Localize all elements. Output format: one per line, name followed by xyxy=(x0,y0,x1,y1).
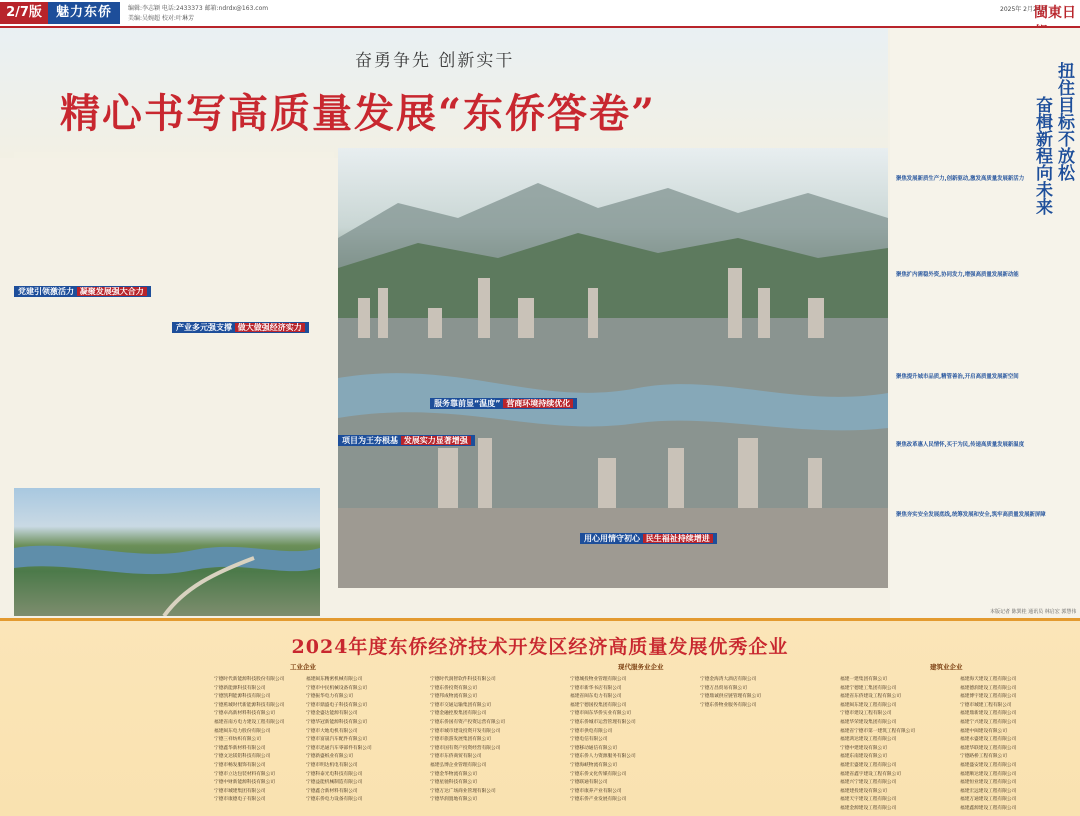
section-label: 服务靠前显“温度” xyxy=(434,399,501,408)
award-company: 宁德市立达包装材料有限公司 xyxy=(214,771,275,777)
award-company: 宁德金融控股集团有限公司 xyxy=(430,711,487,717)
award-company: 福建省鑫宇建设工程有限公司 xyxy=(840,771,901,777)
section-header-livelihood xyxy=(580,533,717,544)
award-company: 福建宏盛建设工程有限公司 xyxy=(840,762,897,768)
section-highlight: 做大做强经济实力 xyxy=(235,323,305,332)
award-company: 宁德市大地电机有限公司 xyxy=(306,728,358,734)
award-company: 福建中闽建设有限公司 xyxy=(960,728,1007,734)
services-list-col1 xyxy=(430,676,505,805)
award-company: 宁德市旅游发展集团有限公司 xyxy=(430,737,491,743)
award-company: 宁德市新华书店有限公司 xyxy=(570,685,622,691)
award-company: 宁德时代新能源科技股份有限公司 xyxy=(214,677,285,682)
award-company: 宁德东侨产业发展有限公司 xyxy=(570,797,627,803)
industrial-list-col1 xyxy=(214,676,284,805)
award-company: 宁德万达广场商业管理有限公司 xyxy=(430,788,496,794)
issue-date: 2025年 2月24日 xyxy=(1000,6,1047,13)
article-text xyxy=(430,412,516,607)
award-company: 福建博宇建设工程有限公司 xyxy=(960,694,1017,700)
right-column-title: 扭住目标不放松 xyxy=(1054,62,1074,181)
award-company: 福建宁德建工集团有限公司 xyxy=(840,685,897,691)
award-company: 福建宁兴建设工程有限公司 xyxy=(960,719,1017,725)
award-company: 宁德移动通信有限公司 xyxy=(570,745,617,751)
award-company: 福建德润建设工程有限公司 xyxy=(960,685,1017,691)
section-header-industry xyxy=(172,322,309,333)
award-company: 福建华荣建设集团有限公司 xyxy=(840,719,897,725)
award-company: 福建万通建设工程有限公司 xyxy=(960,797,1017,803)
right-column-title: 奋楫新程向未来 xyxy=(1032,96,1052,215)
award-company: 福建省东侨建设工程有限公司 xyxy=(840,694,901,700)
intro-text-block xyxy=(14,152,334,278)
award-company: 宁德市迅通汽车零部件有限公司 xyxy=(306,745,372,751)
award-company: 宁德路桥工程有限公司 xyxy=(960,754,1007,760)
award-company: 福建东南建设有限公司 xyxy=(840,754,887,760)
article-text xyxy=(896,280,1076,366)
section-label: 党建引领激活力 xyxy=(18,287,74,296)
award-company: 福建闽东建设工程有限公司 xyxy=(840,702,897,708)
section-header-service xyxy=(430,398,577,409)
awards-title: 2024年度东侨经济技术开发区经济高质量发展优秀企业 xyxy=(291,636,789,658)
award-company: 宁德金华物流有限公司 xyxy=(430,771,477,777)
award-company: 宁德万昌贸易有限公司 xyxy=(700,685,747,691)
award-company: 宁德市畅发服饰有限公司 xyxy=(214,762,266,768)
award-company: 宁德电信有限公司 xyxy=(570,737,608,743)
award-company: 福建天宇建设工程有限公司 xyxy=(840,797,897,803)
article-text xyxy=(338,449,428,609)
right-subhead: 聚焦改革惠人民情怀,买于为民,传递高质量发展新温度 xyxy=(896,442,1025,448)
article-text xyxy=(896,382,1076,434)
award-company: 宁德华冠新能源科技有限公司 xyxy=(306,719,367,725)
right-subhead: 聚焦发展新质生产力,创新驱动,激发高质量发展新活力 xyxy=(896,176,1025,182)
award-company: 福建省南方电力建设工程有限公司 xyxy=(214,719,285,725)
award-company: 宁德市东侨商贸有限公司 xyxy=(430,754,482,760)
award-company: 宁德华润置地有限公司 xyxy=(430,797,477,803)
award-company: 福建顺达建设工程有限公司 xyxy=(960,771,1017,777)
award-company: 宁德鑫华新材料有限公司 xyxy=(214,745,266,751)
article-text xyxy=(896,520,1076,604)
construction-list-col1 xyxy=(840,676,915,814)
masthead-logo: 閩東日 xyxy=(1034,5,1076,21)
award-company: 福建宏远建设工程有限公司 xyxy=(960,788,1017,794)
award-company: 宁德时代润智软件科技有限公司 xyxy=(430,677,496,682)
award-company: 福建一建集团有限公司 xyxy=(840,677,887,682)
award-company: 宁德市城市建设投资开发有限公司 xyxy=(430,728,501,734)
award-company: 宁德东侨人力资源服务有限公司 xyxy=(570,754,636,760)
award-company: 宁德卓高新材料科技有限公司 xyxy=(214,711,275,717)
article-text xyxy=(896,184,1076,264)
award-company: 宁德海峡物流有限公司 xyxy=(570,762,617,768)
award-company: 福建金源建设工程有限公司 xyxy=(840,805,897,811)
award-company: 福建弘博企业管理有限公司 xyxy=(430,762,487,768)
award-company: 宁德市城建集团有限公司 xyxy=(214,788,266,794)
award-company: 宁德科泰光电科技有限公司 xyxy=(306,771,363,777)
award-company: 宁德鑫合新材料有限公司 xyxy=(306,788,358,794)
award-company: 福建建投建设有限公司 xyxy=(840,788,887,794)
award-company: 福建盛安建设工程有限公司 xyxy=(960,762,1017,768)
award-company: 宁德新能源科技有限公司 xyxy=(214,685,266,691)
section-header-party xyxy=(14,286,151,297)
award-company: 宁德东侨投资有限公司 xyxy=(430,685,477,691)
section-label: 项目为王夯根基 xyxy=(342,436,398,445)
category-services: 现代服务业企业 xyxy=(618,663,664,671)
award-company: 福建兴宁建设工程有限公司 xyxy=(840,780,897,786)
award-company: 福建恒业建设工程有限公司 xyxy=(960,780,1017,786)
award-company: 福建宁德国投集团有限公司 xyxy=(570,702,627,708)
award-company: 宁德邦成物流有限公司 xyxy=(430,694,477,700)
award-company: 宁德市鼎盛电子科技有限公司 xyxy=(306,702,367,708)
award-company: 宁德市交通运输集团有限公司 xyxy=(430,702,491,708)
award-company: 宁德益能机械制造有限公司 xyxy=(306,780,363,786)
award-company: 福建鸿达建设工程有限公司 xyxy=(840,737,897,743)
award-company: 宁德新盛纸业有限公司 xyxy=(306,754,353,760)
award-company: 福建永盛建设工程有限公司 xyxy=(960,737,1017,743)
award-company: 宁德联通有限公司 xyxy=(570,780,608,786)
construction-list-col2 xyxy=(960,676,1016,814)
right-subhead: 聚焦夯实安全发展底线,统筹发展和安全,筑牢高质量发展新屏障 xyxy=(896,512,1046,518)
award-company: 宁德三祥纺织有限公司 xyxy=(214,737,261,743)
section-name: 魅力东侨 xyxy=(48,2,120,24)
section-label: 用心用情守初心 xyxy=(584,534,640,543)
award-company: 福建华联建设工程有限公司 xyxy=(960,745,1017,751)
award-company: 宁德市中民机械设备有限公司 xyxy=(306,685,367,691)
section-highlight: 民生福祉持续增进 xyxy=(643,534,713,543)
award-company: 宁德市供电有限公司 xyxy=(570,728,613,734)
award-company: 宁德东侨城市运营管理有限公司 xyxy=(570,719,636,725)
award-company: 宁德东侨电力设备有限公司 xyxy=(306,797,363,803)
byline: 本版记者 陈巽桂 通讯员 林启宏 郭慧伟 xyxy=(990,609,1077,615)
article-text xyxy=(896,450,1076,504)
services-list-col3 xyxy=(700,676,761,710)
award-company: 宁德市康德电子有限公司 xyxy=(214,797,266,803)
award-company: 宁德东侨物业服务有限公司 xyxy=(700,702,757,708)
industrial-list-col2 xyxy=(306,676,372,805)
category-construction: 建筑业企业 xyxy=(930,663,963,671)
award-company: 宁德中财新能源科技有限公司 xyxy=(214,780,275,786)
section-label: 产业多元强支撑 xyxy=(176,323,232,332)
award-company: 宁德文达镁铝科技有限公司 xyxy=(214,754,271,760)
award-company: 福建省宁德市第一建筑工程有限公司 xyxy=(840,728,916,734)
award-company: 福建鼎新建设工程有限公司 xyxy=(960,711,1017,717)
aerial-photo xyxy=(14,488,320,616)
award-company: 宁德东侨文化传媒有限公司 xyxy=(570,771,627,777)
award-company: 宁德金盛达能源有限公司 xyxy=(306,711,358,717)
award-company: 福建闽东电力股份有限公司 xyxy=(214,728,271,734)
award-company: 宁德星驰科技有限公司 xyxy=(430,780,477,786)
hero-title: 精心书写高质量发展“东侨答卷” xyxy=(60,90,657,137)
award-company: 宁德市闽东华侨实业有限公司 xyxy=(570,711,631,717)
editor-line: 美编:吴婉超 校对:叶琳芳 xyxy=(128,15,194,22)
award-company: 福建海天建设工程有限公司 xyxy=(960,677,1017,682)
article-text xyxy=(896,60,1026,164)
award-company: 宁德凯利能源科技有限公司 xyxy=(214,694,271,700)
page-number: 2/7版 xyxy=(0,2,48,24)
award-company: 福建鑫源建设工程有限公司 xyxy=(960,805,1017,811)
award-company: 宁德东侨国有资产投资运营有限公司 xyxy=(430,719,506,725)
right-subhead: 聚焦提升城市品质,精管善治,开启高质量发展新空间 xyxy=(896,374,1019,380)
award-company: 宁德鼎诚供应链管理有限公司 xyxy=(700,694,761,700)
award-company: 宁德蕉城时代新能源科技有限公司 xyxy=(214,702,285,708)
award-company: 宁德城投物业管理有限公司 xyxy=(570,677,627,682)
article-text xyxy=(14,300,164,482)
award-company: 宁德中建建设有限公司 xyxy=(840,745,887,751)
award-company: 宁德市富晟汽车配件有限公司 xyxy=(306,737,367,743)
award-company: 宁德市建设工程有限公司 xyxy=(840,711,892,717)
article-text xyxy=(172,300,332,318)
aerial-illustration xyxy=(14,488,320,616)
award-company: 宁德市明达机电有限公司 xyxy=(306,762,358,768)
hero-subtitle: 奋勇争先 创新实干 xyxy=(355,51,515,71)
section-highlight: 发展实力显著增强 xyxy=(401,436,471,445)
awards-intro-text xyxy=(40,660,190,808)
article-text xyxy=(580,547,730,609)
award-company: 福建闽东精密机械有限公司 xyxy=(306,677,363,682)
award-company: 宁德市国有资产投资经营有限公司 xyxy=(430,745,501,751)
services-list-col2 xyxy=(570,676,636,805)
award-company: 宁德振华电力有限公司 xyxy=(306,694,353,700)
right-subhead: 聚焦扩内需稳外资,协同发力,增强高质量发展新动能 xyxy=(896,272,1019,278)
award-company: 福建省闽东电力有限公司 xyxy=(570,694,622,700)
article-text xyxy=(736,530,886,608)
editor-line: 编辑:李志颖 电话:2433373 邮箱:ndrdx@163.com xyxy=(128,5,269,12)
section-highlight: 营商环境持续优化 xyxy=(503,399,573,408)
award-company: 宁德金海湾大酒店有限公司 xyxy=(700,677,757,682)
category-industrial: 工业企业 xyxy=(290,663,316,671)
section-highlight: 凝聚发展强大合力 xyxy=(77,287,147,296)
article-text xyxy=(172,336,332,481)
award-company: 宁德市城建工程有限公司 xyxy=(960,702,1012,708)
award-company: 宁德市康养产业有限公司 xyxy=(570,788,622,794)
